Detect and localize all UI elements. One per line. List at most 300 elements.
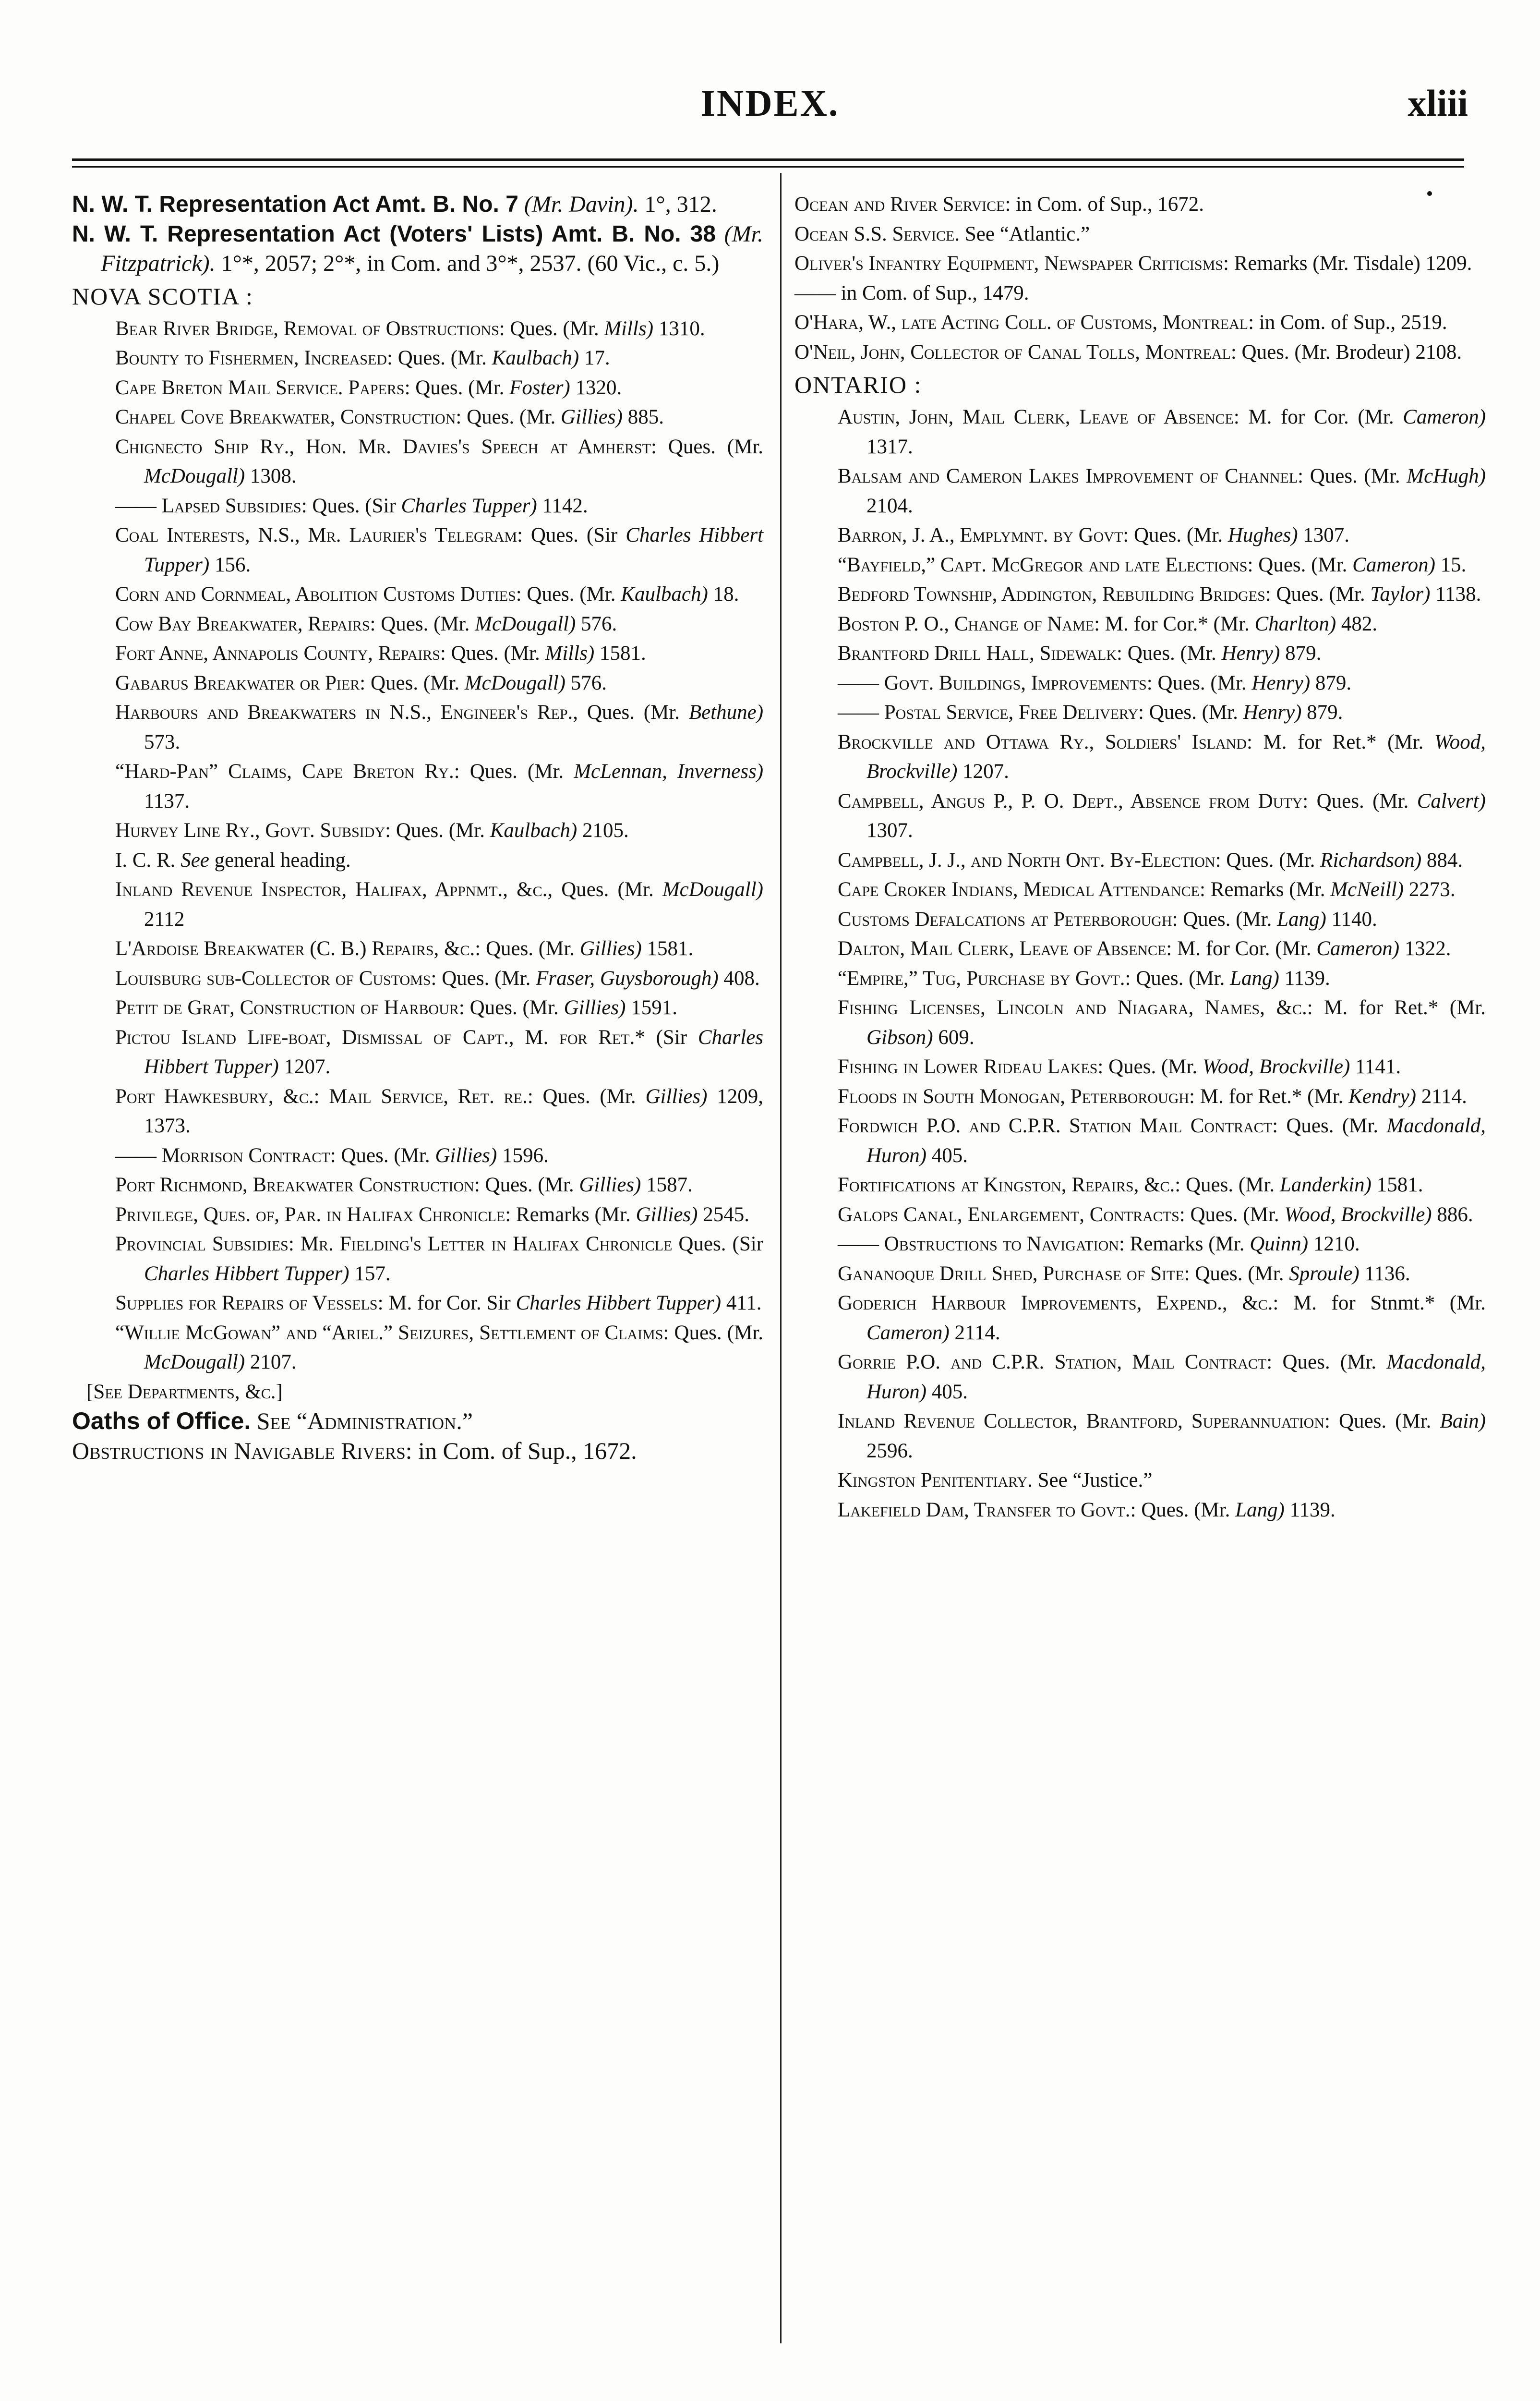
entry-member: Henry): [1221, 642, 1280, 665]
entry-member: Henry): [1251, 671, 1311, 694]
entry-page-ref: Remarks (Mr. Tisdale) 1209.: [1234, 252, 1472, 275]
entry-title: Privilege, Ques. of, Par. in Halifax Chronicle:: [115, 1203, 511, 1226]
entry-page-ref: 408.: [723, 967, 760, 990]
index-entry: [72, 491, 763, 521]
index-entry: [794, 905, 1486, 934]
entry-member: Landerkin): [1279, 1174, 1372, 1196]
entry-member: Charles Hibbert Tupper): [144, 1262, 349, 1285]
entry-action: M. for Cor. Sir: [388, 1292, 511, 1314]
entry-page-ref: 1596.: [502, 1144, 549, 1167]
entry-action: Ques. (Sir: [312, 494, 396, 517]
entry-page-ref: 573.: [144, 730, 180, 753]
entry-title: Fordwich P.O. and C.P.R. Station Mail Contract:: [838, 1115, 1278, 1137]
entry-action: Ques. (Mr.: [1157, 671, 1247, 694]
index-entry: [72, 1288, 763, 1318]
entry-title: Cow Bay Breakwater, Repairs:: [115, 612, 376, 635]
entry-action: Ques. (Mr.: [1195, 1262, 1284, 1285]
entry-action: Ques. (Mr.: [370, 671, 460, 694]
entry-action: Ques. (Mr.: [1258, 553, 1348, 576]
entry-action: Ques. (Mr.: [396, 819, 485, 842]
index-entry: [794, 846, 1486, 875]
entry-action: Ques. (Sir: [678, 1233, 764, 1255]
entry-title: Cape Croker Indians, Medical Attendance:: [838, 878, 1205, 901]
entry-member: McNeill): [1330, 878, 1404, 901]
entry-page-ref: 1142.: [542, 494, 588, 517]
entry-title: Dalton, Mail Clerk, Leave of Absence:: [838, 937, 1172, 960]
entry-page-ref: 1587.: [646, 1174, 693, 1196]
index-entry: [72, 934, 763, 964]
entry-title: Gabarus Breakwater or Pier:: [115, 671, 366, 694]
index-entry: [794, 698, 1486, 728]
entry-page-ref: 1307.: [866, 819, 913, 842]
entry-action: M. for Stnmt.* (Mr.: [1293, 1292, 1486, 1314]
entry-member: Kaulbach): [621, 583, 708, 606]
index-entry: [794, 1229, 1486, 1259]
entry-member: Macdonald, Huron): [866, 1351, 1486, 1403]
entry-member: Cameron): [866, 1321, 950, 1344]
index-entry: [72, 1170, 763, 1200]
index-entry-nwt-voters-act: N. W. T. Representation Act (Voters' Lists) Amt. B. No. 38 (Mr. Fitzpatrick). 1°*, 2057; 2°*, in Com. and 3°*, 2537. (60 Vic., c. 5.): [72, 221, 763, 276]
index-entry: [794, 1082, 1486, 1112]
entry-page-ref: in Com. of Sup., 1672.: [1016, 193, 1204, 216]
entry-title: Campbell, Angus P., P. O. Dept., Absence from Duty:: [838, 789, 1309, 812]
entry-title: “Willie McGowan” and “Ariel.” Seizures, Settlement of Claims:: [115, 1321, 669, 1344]
entry-title: —— Lapsed Subsidies:: [115, 494, 307, 517]
index-entry: [794, 964, 1486, 994]
entry-page-ref: 1581.: [599, 642, 646, 665]
entry-page-ref: 1207.: [284, 1055, 331, 1078]
entry-member: McDougall): [144, 465, 245, 487]
entry-page-ref: 1307.: [1303, 524, 1350, 546]
index-entry-nwt-act: N. W. T. Representation Act Amt. B. No. 7 (Mr. Davin). 1°, 312.: [72, 192, 717, 217]
entry-page-ref: Ques. (Mr. Brodeur) 2108.: [1241, 340, 1462, 364]
entry-title: Ocean and River Service:: [794, 193, 1011, 216]
entry-member: Gibson): [866, 1026, 933, 1049]
entry-title: Chignecto Ship Ry., Hon. Mr. Davies's Speech at Amherst:: [115, 435, 657, 458]
entry-title: Galops Canal, Enlargement, Contracts:: [838, 1203, 1185, 1226]
entry-action: Ques. (Mr.: [1276, 583, 1365, 606]
entry-title: Balsam and Cameron Lakes Improvement of Channel:: [838, 465, 1304, 487]
entry-title: Fort Anne, Annapolis County, Repairs:: [115, 642, 446, 665]
entry-page-ref: 2107.: [250, 1351, 297, 1373]
entry-page-ref: 1138.: [1435, 583, 1481, 606]
entry-member: Gillies): [560, 406, 623, 428]
index-entry: [72, 1318, 763, 1377]
entry-member: Fraser, Guysborough): [536, 967, 719, 990]
entry-action: M. for Ret.* (Mr.: [1200, 1085, 1344, 1108]
entry-action: M. for Cor. (Mr.: [1248, 406, 1394, 428]
entry-action: Remarks (Mr.: [1210, 878, 1325, 901]
entry-title: Goderich Harbour Improvements, Expend., &c.:: [838, 1292, 1279, 1314]
entry-action: Ques. (Mr.: [1339, 1410, 1432, 1432]
index-entry: [72, 757, 763, 816]
index-entry: [794, 1170, 1486, 1200]
index-entry: [72, 875, 763, 934]
entry-page-ref: 1136.: [1364, 1262, 1410, 1285]
index-entry: [72, 432, 763, 491]
entry-action: See “Justice.”: [1037, 1469, 1153, 1492]
entry-title: Pictou Island Life-boat, Dismissal of Capt., M. for Ret.*: [115, 1026, 645, 1049]
entry-action: (Sir: [656, 1026, 687, 1049]
entry-action: Ques. (Mr.: [1183, 908, 1272, 931]
entry-member: Lang): [1277, 908, 1326, 931]
entry-action: Ques. (Mr.: [415, 376, 505, 399]
entry-action: Ques. (Mr.: [587, 701, 680, 724]
entry-member: Hughes): [1227, 524, 1298, 546]
index-entry: [794, 580, 1486, 609]
entry-title: Bounty to Fishermen, Increased:: [115, 347, 393, 369]
entry-member: Taylor): [1370, 583, 1431, 606]
entry-title: Inland Revenue Inspector, Halifax, Appnmt., &c.,: [115, 878, 553, 901]
entry-title: Hurvey Line Ry., Govt. Subsidy:: [115, 819, 391, 842]
index-entry-obstructions: Obstructions in Navigable Rivers: in Com. of Sup., 1672.: [72, 1437, 637, 1464]
header-rule: [72, 158, 1464, 161]
entry-title: Corn and Cornmeal, Abolition Customs Duties:: [115, 583, 522, 606]
entry-title: Austin, John, Mail Clerk, Leave of Absence:: [838, 406, 1239, 428]
entry-member: Cameron): [1352, 553, 1435, 576]
index-entry: [794, 1259, 1486, 1289]
entry-member: Gillies): [645, 1085, 708, 1108]
entry-member: Sproule): [1289, 1262, 1360, 1285]
index-entry: [72, 639, 763, 668]
entry-action: Ques. (Mr.: [1133, 524, 1223, 546]
index-entry: [794, 550, 1486, 580]
entry-page-ref: 18.: [713, 583, 739, 606]
entry-title: Chapel Cove Breakwater, Construction:: [115, 406, 462, 428]
entry-page-ref: in Com. of Sup., 1479.: [841, 281, 1029, 304]
index-entry: [794, 1288, 1486, 1347]
entry-member: Kendry): [1348, 1085, 1416, 1108]
entry-title: L'Ardoise Breakwater (C. B.) Repairs, &c.:: [115, 937, 481, 960]
index-entry: [794, 875, 1486, 905]
entry-page-ref: 1308.: [250, 465, 297, 487]
entry-member: Charles Tupper): [401, 494, 537, 517]
section-heading-ontario: ONTARIO :: [794, 371, 922, 398]
entry-title: Petit de Grat, Construction of Harbour:: [115, 996, 465, 1019]
entry-action: Ques. (Mr.: [397, 347, 487, 369]
entry-title: Boston P. O., Change of Name:: [838, 612, 1100, 635]
entry-page-ref: 2114.: [954, 1321, 1000, 1344]
entry-action: Remarks (Mr.: [1130, 1233, 1245, 1255]
entry-action: Ques. (Mr.: [1141, 1498, 1230, 1521]
entry-page-ref: in Com. of Sup., 2519.: [1259, 311, 1447, 334]
entry-page-ref: 157.: [354, 1262, 391, 1285]
entry-member: Wood, Brockville): [1202, 1055, 1350, 1078]
entry-action: Ques. (Mr.: [561, 878, 654, 901]
entry-title: Supplies for Repairs of Vessels:: [115, 1292, 384, 1314]
entry-title: Harbours and Breakwaters in N.S., Engineer's Rep.,: [115, 701, 578, 724]
entry-member: Lang): [1235, 1498, 1285, 1521]
entry-page-ref: 1581.: [1376, 1174, 1423, 1196]
entry-member: Wood, Brockville): [866, 730, 1486, 783]
entry-member: McDougall): [475, 612, 576, 635]
index-entry: [72, 343, 763, 373]
entry-action: Ques. (Sir: [530, 524, 618, 546]
index-entry: [72, 373, 763, 403]
entry-page-ref: 1209, 1373.: [144, 1085, 763, 1137]
index-entry: [72, 521, 763, 580]
entry-page-ref: 405.: [931, 1144, 968, 1167]
index-entry: [72, 668, 763, 698]
entry-title: —— Govt. Buildings, Improvements:: [838, 671, 1153, 694]
entry-title: O'Neil, John, Collector of Canal Tolls, Montreal:: [794, 340, 1237, 364]
index-entry: [794, 787, 1486, 846]
entry-page-ref: 405.: [931, 1380, 968, 1403]
index-entry: [72, 1200, 763, 1230]
entry-title: Gananoque Drill Shed, Purchase of Site:: [838, 1262, 1190, 1285]
entry-title: Brockville and Ottawa Ry., Soldiers' Island:: [838, 730, 1252, 753]
entry-title: Port Richmond, Breakwater Construction:: [115, 1174, 480, 1196]
entry-action: Ques. (Mr.: [442, 967, 531, 990]
entry-action: Ques. (Mr.: [510, 317, 599, 340]
entry-member: Cameron): [1316, 937, 1400, 960]
nova-scotia-entries: [72, 314, 763, 846]
entry-page-ref: 1141.: [1355, 1055, 1401, 1078]
entry-page-ref: 156.: [214, 553, 251, 576]
entry-member: Charles Hibbert Tupper): [516, 1292, 722, 1314]
entry-action: Ques. (Mr.: [1149, 701, 1238, 724]
entry-page-ref: 1320.: [575, 376, 622, 399]
entry-page-ref: 1137.: [144, 789, 190, 812]
nova-scotia-entries-2: [72, 875, 763, 1377]
entry-action: Ques. (Mr.: [469, 760, 564, 783]
entry-title: Barron, J. A., Emplymnt. by Govt:: [838, 524, 1129, 546]
entry-page-ref: 884.: [1426, 849, 1463, 872]
entry-title: —— Morrison Contract:: [115, 1144, 336, 1167]
entry-action: Ques. (Mr.: [381, 612, 470, 635]
entry-title: Oliver's Infantry Equipment, Newspaper Criticisms:: [794, 252, 1229, 275]
entry-title: Fishing Licenses, Lincoln and Niagara, Names, &c.:: [838, 996, 1313, 1019]
entry-title: Inland Revenue Collector, Brantford, Superannuation:: [838, 1410, 1330, 1432]
entry-page-ref: 1140.: [1331, 908, 1377, 931]
entry-action: Ques. (Mr.: [1136, 967, 1225, 990]
entry-action: Ques. (Mr.: [467, 406, 556, 428]
entry-member: Cameron): [1403, 406, 1486, 428]
entry-title: Coal Interests, N.S., Mr. Laurier's Telegram:: [115, 524, 523, 546]
entry-member: Charlton): [1254, 612, 1336, 635]
index-entry: [794, 308, 1486, 338]
index-entry: [794, 1111, 1486, 1170]
index-entry: [72, 609, 763, 639]
entry-page-ref: 2596.: [866, 1439, 913, 1462]
entry-page-ref: 1310.: [658, 317, 705, 340]
entry-title: Ocean S.S. Service.: [794, 222, 960, 245]
entry-member: McDougall): [464, 671, 565, 694]
index-entry: [72, 402, 763, 432]
index-entry: [794, 279, 1486, 308]
entry-member: Gillies): [435, 1144, 497, 1167]
entry-page-ref: 2104.: [866, 494, 913, 517]
entry-member: McDougall): [144, 1351, 245, 1373]
index-entry: [794, 728, 1486, 787]
index-entry: [72, 1023, 763, 1082]
entry-action: Ques. (Mr.: [1185, 1174, 1275, 1196]
entry-page-ref: 879.: [1315, 671, 1352, 694]
index-entry: [72, 1082, 763, 1141]
entry-member: Calvert): [1417, 789, 1486, 812]
index-entry: [794, 993, 1486, 1052]
index-entry: [794, 1495, 1486, 1525]
index-entry: [794, 639, 1486, 668]
entry-member: Mills): [545, 642, 595, 665]
entry-page-ref: 885.: [627, 406, 664, 428]
entry-member: Charles Hibbert Tupper): [144, 1026, 764, 1078]
entry-action: M. for Cor. (Mr.: [1177, 937, 1311, 960]
entry-action: Ques. (Mr.: [485, 1174, 574, 1196]
entry-page-ref: 2273.: [1408, 878, 1456, 901]
entry-title: “Hard-Pan” Claims, Cape Breton Ry.:: [115, 760, 460, 783]
entry-action: Remarks (Mr.: [516, 1203, 631, 1226]
entry-action: Ques. (Mr.: [1316, 789, 1409, 812]
index-entry: [72, 314, 763, 344]
entry-title: “Empire,” Tug, Purchase by Govt.:: [838, 967, 1131, 990]
entry-member: Gillies): [636, 1203, 698, 1226]
index-entry: [794, 219, 1486, 249]
entry-page-ref: 411.: [726, 1292, 762, 1314]
see-departments: [See Departments, &c.]: [86, 1380, 283, 1403]
index-entry: [72, 580, 763, 609]
index-entry: [794, 521, 1486, 550]
index-entry: [794, 1407, 1486, 1466]
entry-member: Kaulbach): [490, 819, 578, 842]
entry-page-ref: 17.: [584, 347, 610, 369]
entry-member: Lang): [1230, 967, 1279, 990]
entry-title: Bedford Township, Addington, Rebuilding Bridges:: [838, 583, 1271, 606]
index-entry: [72, 1229, 763, 1288]
index-entry: [794, 1052, 1486, 1082]
entry-member: Henry): [1243, 701, 1302, 724]
entry-title: Customs Defalcations at Peterborough:: [838, 908, 1178, 931]
ontario-entries: [794, 402, 1486, 1525]
entry-page-ref: 2545.: [703, 1203, 749, 1226]
entry-member: McDougall): [662, 878, 763, 901]
entry-title: Campbell, J. J., and North Ont. By-Election:: [838, 849, 1221, 872]
entry-action: Ques. (Mr.: [485, 937, 575, 960]
left-column: [72, 190, 763, 1466]
index-entry: [794, 1200, 1486, 1230]
entry-action: Ques. (Mr.: [1286, 1115, 1379, 1137]
o-entries: [794, 190, 1486, 367]
entry-member: Quinn): [1250, 1233, 1309, 1255]
entry-member: Mills): [604, 317, 654, 340]
entry-action: M. for Ret.* (Mr.: [1263, 730, 1424, 753]
entry-title: Kingston Penitentiary.: [838, 1469, 1033, 1492]
index-entry: [72, 698, 763, 757]
index-entry: [794, 934, 1486, 964]
entry-action: Ques. (Mr.: [1282, 1351, 1377, 1373]
index-entry: [72, 816, 763, 846]
entry-page-ref: 1581.: [647, 937, 694, 960]
section-heading-nova-scotia: NOVA SCOTIA :: [72, 282, 253, 310]
entry-title: O'Hara, W., late Acting Coll. of Customs, Montreal:: [794, 311, 1254, 334]
entry-title: “Bayfield,” Capt. McGregor and late Elections:: [838, 553, 1253, 576]
entry-action: Ques. (Mr.: [341, 1144, 430, 1167]
entry-action: M. for Ret.* (Mr.: [1324, 996, 1486, 1019]
entry-member: Gillies): [579, 937, 642, 960]
column-divider: [780, 173, 782, 2343]
index-entry-icr: I. C. R. See general heading.: [115, 849, 351, 872]
entry-title: Cape Breton Mail Service. Papers:: [115, 376, 410, 399]
entry-action: Ques. (Mr.: [1108, 1055, 1198, 1078]
index-entry: [794, 190, 1486, 219]
entry-page-ref: 2114.: [1421, 1085, 1467, 1108]
entry-member: Gillies): [579, 1174, 641, 1196]
entry-title: —— Postal Service, Free Delivery:: [838, 701, 1144, 724]
entry-title: Fishing in Lower Rideau Lakes:: [838, 1055, 1104, 1078]
header-rule-thin: [72, 166, 1464, 168]
entry-title: Brantford Drill Hall, Sidewalk:: [838, 642, 1122, 665]
index-entry: [72, 1141, 763, 1171]
entry-member: McHugh): [1407, 465, 1486, 487]
page-title: INDEX.: [700, 82, 840, 124]
index-entry: [794, 249, 1486, 279]
entry-action: Ques. (Mr.: [1310, 465, 1400, 487]
entry-title: Floods in South Monogan, Peterborough:: [838, 1085, 1195, 1108]
entry-title: Port Hawkesbury, &c.: Mail Service, Ret. re.:: [115, 1085, 533, 1108]
entry-member: Richardson): [1320, 849, 1422, 872]
entry-action: Ques. (Mr.: [674, 1321, 764, 1344]
entry-member: Bain): [1440, 1410, 1486, 1432]
entry-title: ——: [794, 281, 836, 304]
entry-page-ref: 576.: [581, 612, 617, 635]
entry-page-ref: 609.: [938, 1026, 975, 1049]
index-entry: [794, 338, 1486, 367]
entry-page-ref: 15.: [1440, 553, 1467, 576]
entry-action: Ques. (Mr.: [1226, 849, 1315, 872]
entry-member: Bethune): [688, 701, 764, 724]
index-entry: [794, 609, 1486, 639]
entry-member: Foster): [509, 376, 570, 399]
index-entry: [794, 668, 1486, 698]
entry-member: Gillies): [564, 996, 626, 1019]
entry-action: Ques. (Mr.: [469, 996, 559, 1019]
entry-title: Lakefield Dam, Transfer to Govt.:: [838, 1498, 1136, 1521]
entry-title: Provincial Subsidies: Mr. Fielding's Letter in Halifax Chronicle: [115, 1233, 673, 1255]
entry-page-ref: 879.: [1285, 642, 1322, 665]
entry-member: McLennan, Inverness): [574, 760, 764, 783]
entry-action: M. for Cor.* (Mr.: [1105, 612, 1250, 635]
entry-page-ref: 879.: [1307, 701, 1343, 724]
entry-title: Fortifications at Kingston, Repairs, &c.:: [838, 1174, 1181, 1196]
entry-title: Gorrie P.O. and C.P.R. Station, Mail Contract:: [838, 1351, 1273, 1373]
entry-page-ref: 886.: [1437, 1203, 1473, 1226]
entry-member: Charles Hibbert Tupper): [144, 524, 764, 576]
entry-title: Bear River Bridge, Removal of Obstructions:: [115, 317, 505, 340]
index-entry-oaths: Oaths of Office. See “Administration.”: [72, 1407, 473, 1434]
entry-page-ref: 2112: [144, 908, 185, 931]
index-entry: [794, 1347, 1486, 1407]
entry-page-ref: 1207.: [962, 760, 1009, 783]
page-number: xliii: [1408, 82, 1468, 124]
index-entry: [72, 993, 763, 1023]
entry-page-ref: 1139.: [1289, 1498, 1335, 1521]
entry-member: Macdonald, Huron): [866, 1115, 1486, 1167]
entry-title: —— Obstructions to Navigation:: [838, 1233, 1125, 1255]
entry-title: Louisburg sub-Collector of Customs:: [115, 967, 437, 990]
index-entry: [794, 402, 1486, 461]
right-column: [794, 190, 1486, 1525]
entry-page-ref: 482.: [1341, 612, 1378, 635]
index-entry: [72, 964, 763, 994]
entry-page-ref: 1139.: [1284, 967, 1330, 990]
entry-page-ref: See “Atlantic.”: [964, 222, 1090, 245]
entry-member: Kaulbach): [492, 347, 579, 369]
index-entry: [794, 1466, 1486, 1495]
entry-action: Ques. (Mr.: [527, 583, 616, 606]
entry-page-ref: 1317.: [866, 435, 913, 458]
entry-page-ref: 1591.: [631, 996, 677, 1019]
entry-page-ref: 1322.: [1404, 937, 1451, 960]
